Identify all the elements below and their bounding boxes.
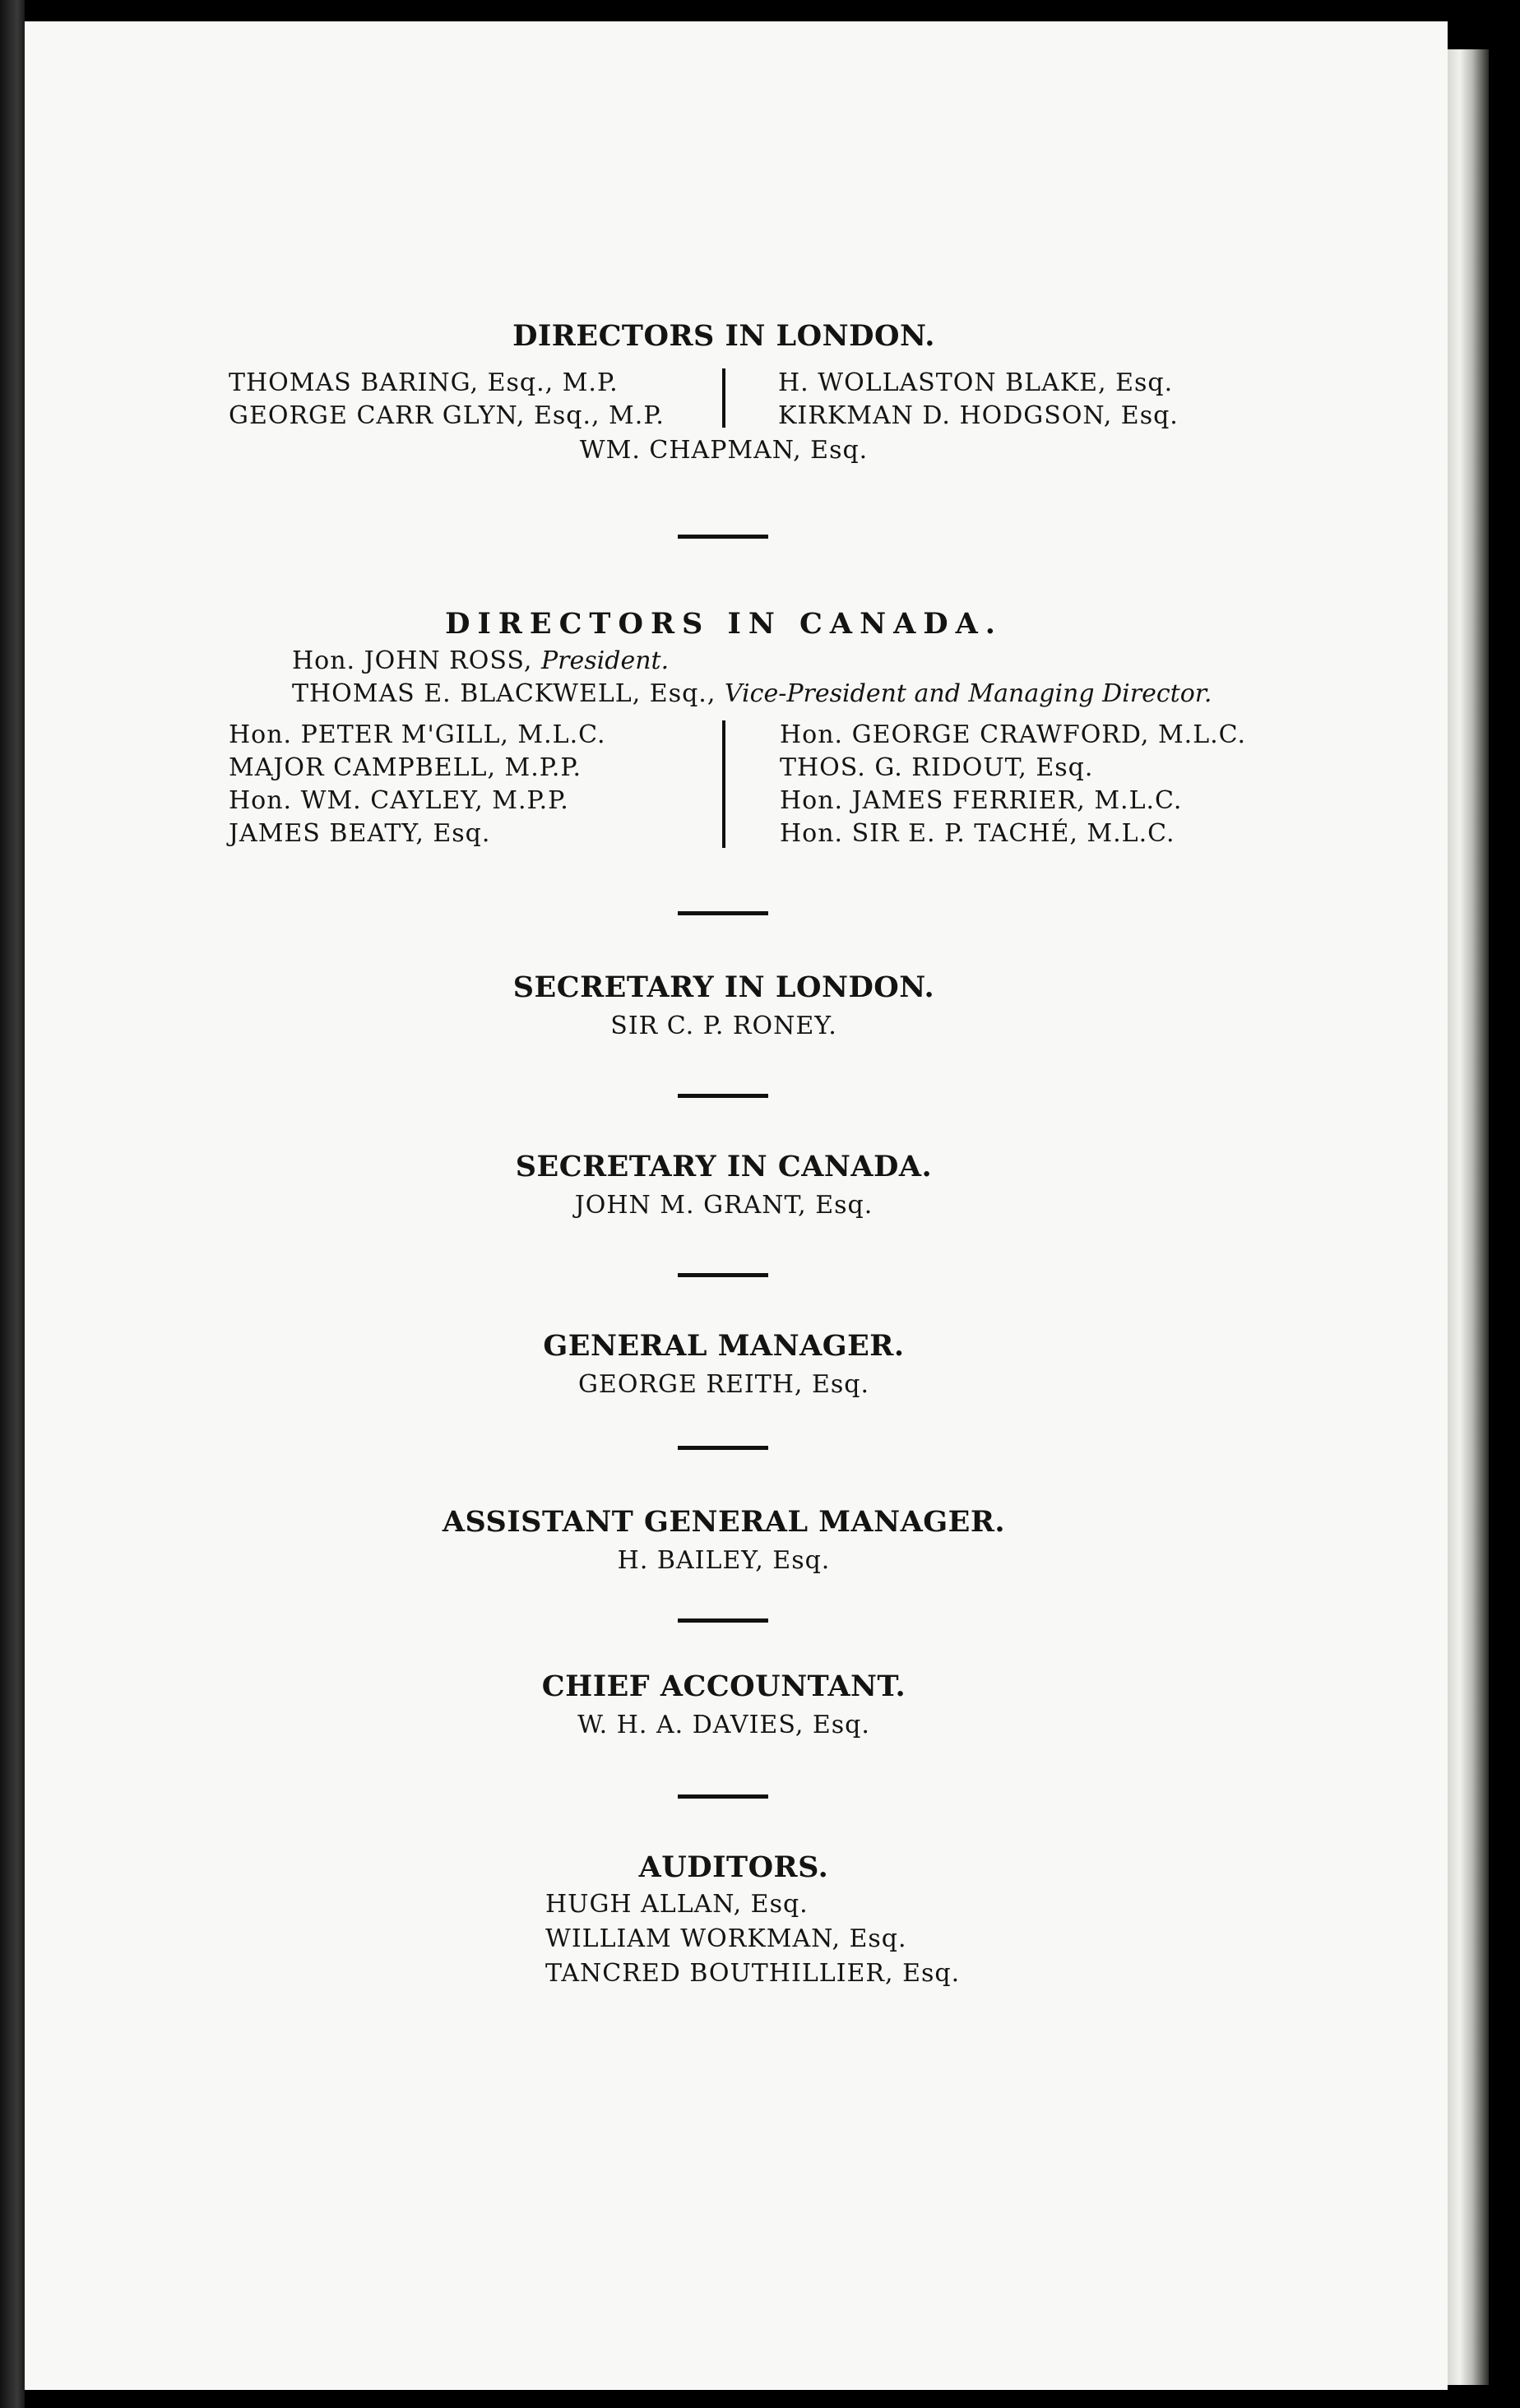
directors-canada-right-2: THOS. G. RIDOUT, Esq. — [780, 753, 1094, 782]
chief-accountant-heading: CHIEF ACCOUNTANT. — [541, 1669, 906, 1703]
directors-london-left-1: THOMAS BARING, Esq., M.P. — [229, 368, 619, 397]
auditor-name: WILLIAM WORKMAN, Esq. — [545, 1924, 907, 1953]
assistant-general-manager-heading: ASSISTANT GENERAL MANAGER. — [442, 1505, 1006, 1539]
section-divider — [678, 1094, 768, 1098]
directors-london-right-1: H. WOLLASTON BLAKE, Esq. — [778, 368, 1174, 397]
directors-canada-heading: DIRECTORS IN CANADA. — [445, 607, 1003, 641]
secretary-canada-name: JOHN M. GRANT, Esq. — [574, 1191, 874, 1220]
directors-canada-vice-president — [292, 679, 1212, 708]
president-name: Hon. JOHN ROSS, — [292, 646, 533, 675]
section-divider — [678, 1273, 768, 1277]
directors-london-right-2: KIRKMAN D. HODGSON, Esq. — [778, 401, 1179, 430]
directors-london-footer: WM. CHAPMAN, Esq. — [579, 436, 869, 465]
auditor-name: HUGH ALLAN, Esq. — [545, 1890, 809, 1919]
directors-canada-left-1: Hon. PETER M'GILL, M.L.C. — [229, 720, 606, 749]
secretary-canada-heading: SECRETARY IN CANADA. — [515, 1150, 933, 1183]
directors-canada-left-3: Hon. WM. CAYLEY, M.P.P. — [229, 786, 569, 815]
directors-canada-right-1: Hon. GEORGE CRAWFORD, M.L.C. — [780, 720, 1247, 749]
vp-name: THOMAS E. BLACKWELL, Esq., — [292, 679, 716, 708]
directors-canada-left-4: JAMES BEATY, Esq. — [229, 819, 491, 848]
page-edge-shadow — [1448, 49, 1489, 2385]
directors-london-column-divider — [722, 368, 725, 428]
chief-accountant-name: W. H. A. DAVIES, Esq. — [577, 1711, 870, 1739]
assistant-general-manager-name: H. BAILEY, Esq. — [617, 1546, 831, 1575]
auditor-name: TANCRED BOUTHILLIER, Esq. — [545, 1959, 961, 1988]
directors-canada-right-4: Hon. SIR E. P. TACHÉ, M.L.C. — [780, 819, 1175, 848]
secretary-london-heading: SECRETARY IN LONDON. — [512, 970, 935, 1004]
page-binding-edge — [0, 0, 25, 2408]
section-divider — [678, 1446, 768, 1450]
directors-canada-left-2: MAJOR CAMPBELL, M.P.P. — [229, 753, 582, 782]
directors-london-left-2: GEORGE CARR GLYN, Esq., M.P. — [229, 401, 665, 430]
section-divider — [678, 911, 768, 915]
general-manager-heading: GENERAL MANAGER. — [543, 1329, 905, 1363]
directors-canada-president — [292, 646, 669, 675]
president-title: President. — [540, 646, 670, 675]
directors-london-heading: DIRECTORS IN LONDON. — [512, 319, 935, 353]
section-divider — [678, 1794, 768, 1799]
secretary-london-name: SIR C. P. RONEY. — [610, 1012, 837, 1040]
vp-title: Vice-President and Managing Director. — [724, 679, 1212, 708]
section-divider — [678, 535, 768, 539]
general-manager-name: GEORGE REITH, Esq. — [577, 1370, 870, 1399]
directors-canada-right-3: Hon. JAMES FERRIER, M.L.C. — [780, 786, 1183, 815]
auditors-heading: AUDITORS. — [638, 1850, 829, 1884]
section-divider — [678, 1618, 768, 1623]
directors-canada-column-divider — [722, 720, 725, 848]
